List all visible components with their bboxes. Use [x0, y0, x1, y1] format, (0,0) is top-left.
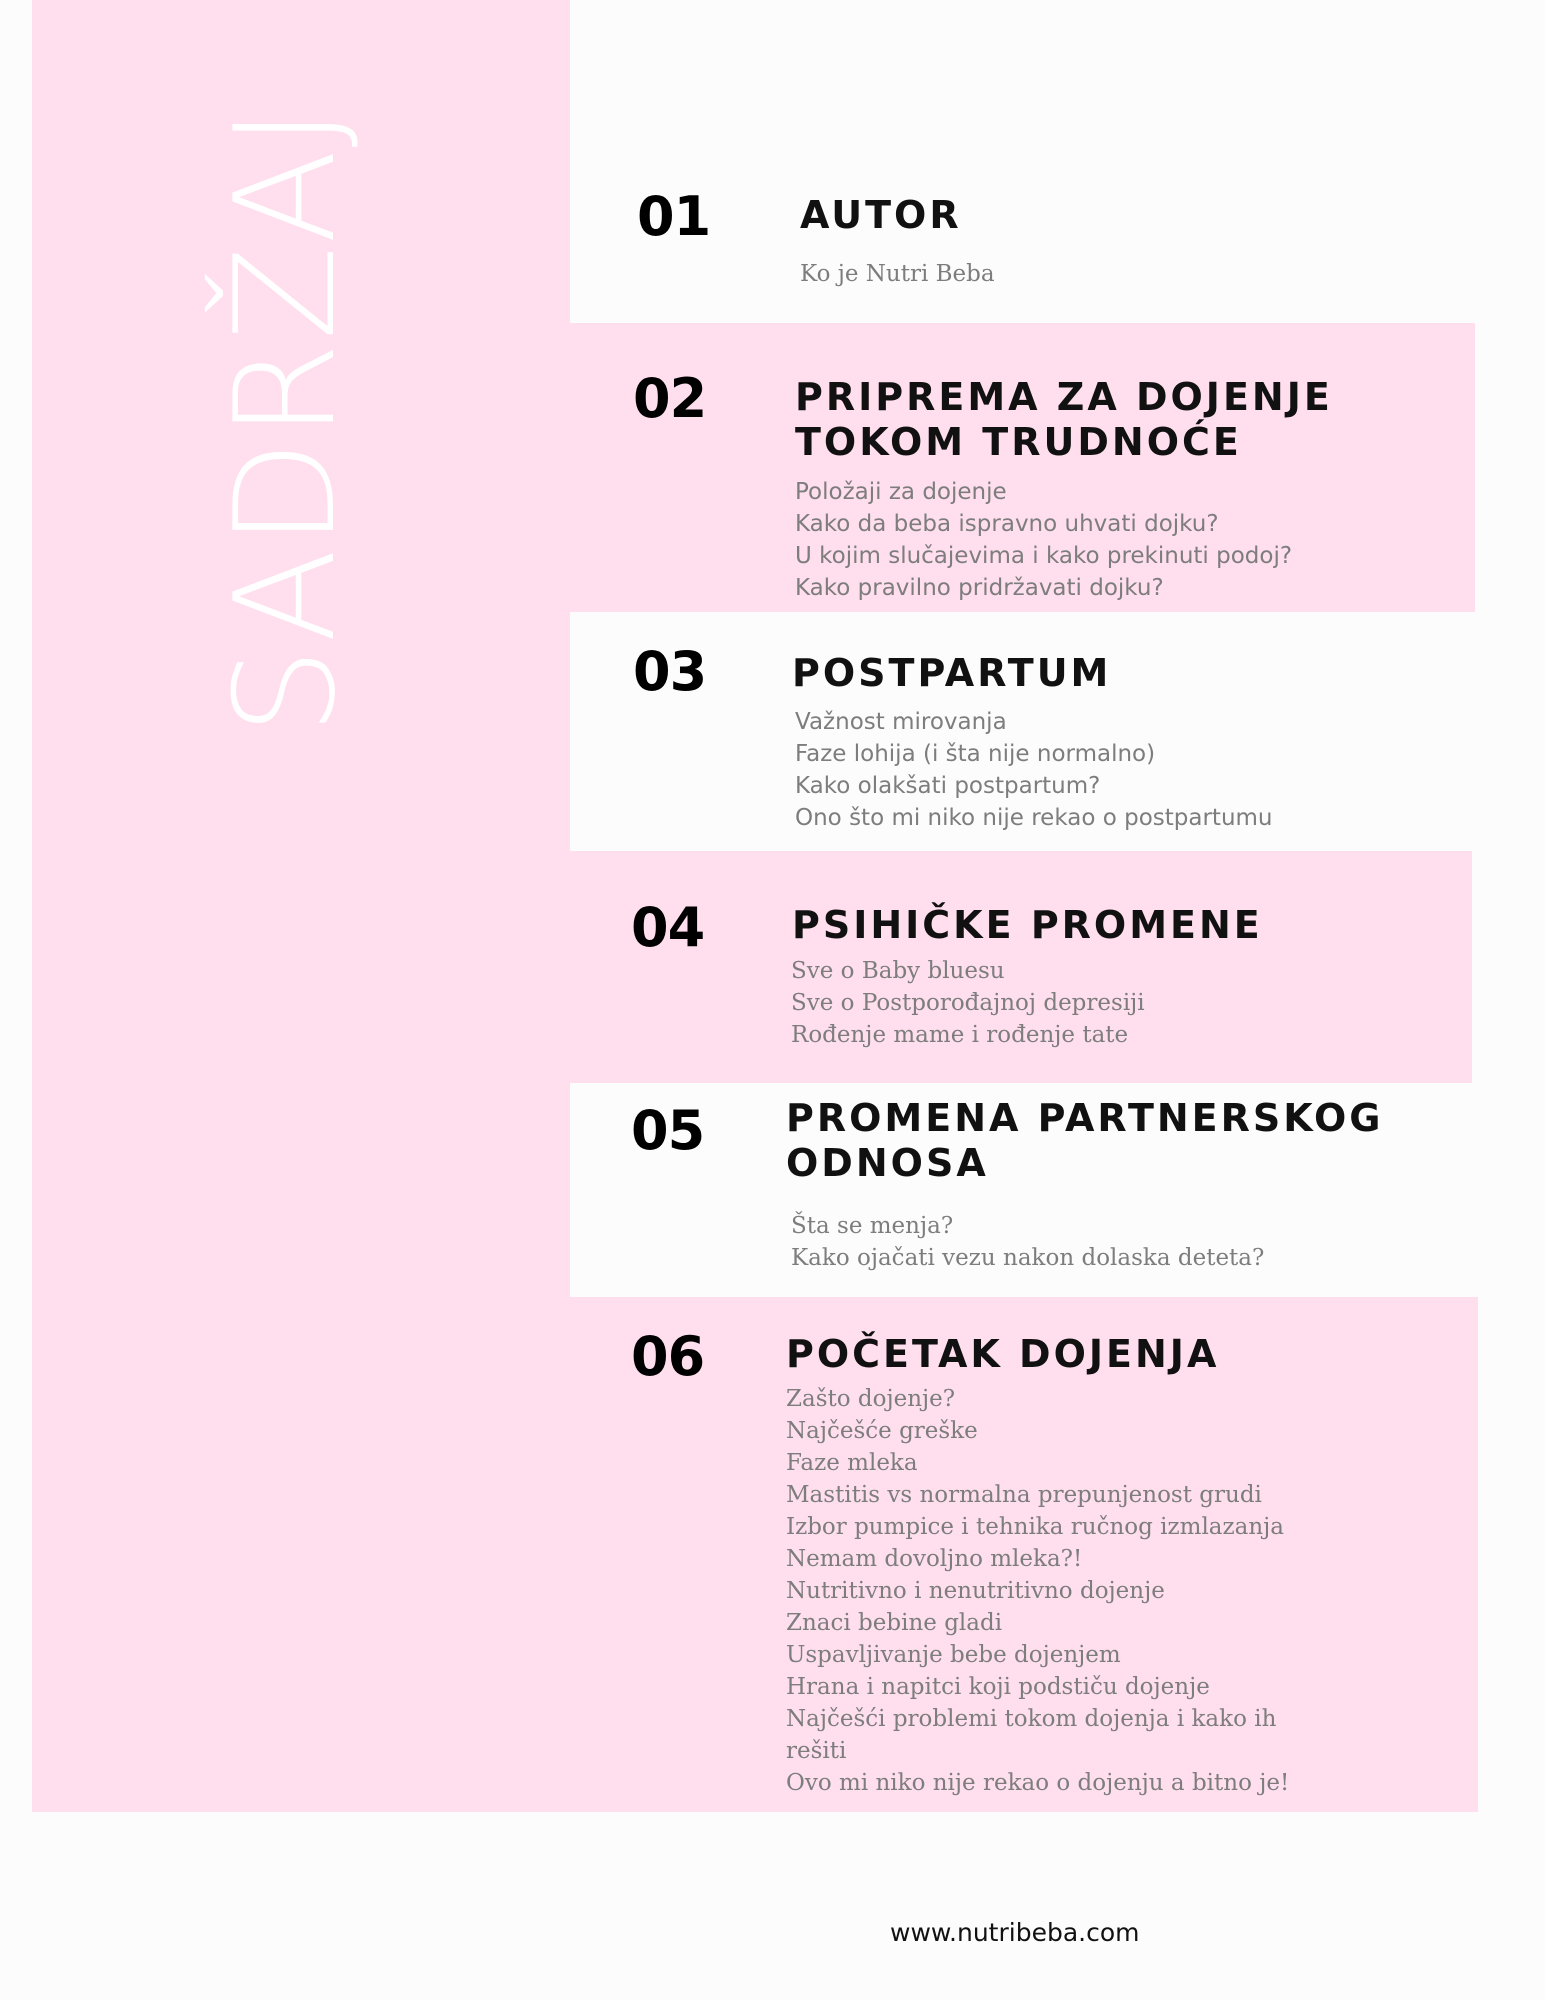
- contents-title: SADRŽAJ: [205, 104, 366, 736]
- section-item: Zašto dojenje?: [786, 1386, 956, 1412]
- section-number: 04: [631, 896, 705, 959]
- section-items: [795, 706, 1273, 834]
- section-number: 03: [633, 640, 707, 703]
- section-item: Ono što mi niko nije rekao o postpartumu: [795, 805, 1273, 831]
- section-title: POSTPARTUM: [792, 651, 1112, 695]
- section-item: Mastitis vs normalna prepunjenost grudi: [786, 1482, 1262, 1508]
- section-item: Sve o Baby bluesu: [791, 958, 1005, 984]
- section-item: Nutritivno i nenutritivno dojenje: [786, 1578, 1165, 1604]
- section-item: Faze lohija (i šta nije normalno): [795, 741, 1156, 767]
- section-number: 02: [633, 367, 707, 430]
- section-title: PSIHIČKE PROMENE: [792, 903, 1263, 947]
- website-link[interactable]: www.nutribeba.com: [890, 1918, 1140, 1947]
- section-number: 05: [631, 1099, 705, 1162]
- section-item: Kako ojačati vezu nakon dolaska deteta?: [791, 1245, 1265, 1271]
- section-item: Izbor pumpice i tehnika ručnog izmlazanja: [786, 1514, 1284, 1540]
- section-items: [786, 1383, 1306, 1799]
- section-item: Nemam dovoljno mleka?!: [786, 1546, 1083, 1572]
- section-number: 01: [637, 185, 711, 248]
- section-item: Važnost mirovanja: [795, 709, 1007, 735]
- section-title: POČETAK DOJENJA: [786, 1332, 1220, 1376]
- section-items: [795, 476, 1292, 604]
- section-item: Položaji za dojenje: [795, 479, 1007, 505]
- section-item: Faze mleka: [786, 1450, 918, 1476]
- section-title: PRIPREMA ZA DOJENJE TOKOM TRUDNOĆE: [795, 375, 1333, 464]
- section-items: [791, 1210, 1264, 1274]
- section-item: Kako olakšati postpartum?: [795, 773, 1101, 799]
- section-title: AUTOR: [800, 193, 962, 237]
- section-item: Hrana i napitci koji podstiču dojenje: [786, 1674, 1210, 1700]
- section-title: PROMENA PARTNERSKOG ODNOSA: [786, 1096, 1384, 1185]
- section-item: Ovo mi niko nije rekao o dojenju a bitno je!: [786, 1770, 1290, 1796]
- section-item: Kako pravilno pridržavati dojku?: [795, 575, 1164, 601]
- section-items: [800, 258, 995, 290]
- section-item: Ko je Nutri Beba: [800, 261, 995, 287]
- section-items: [791, 955, 1145, 1051]
- section-item: Rođenje mame i rođenje tate: [791, 1022, 1129, 1048]
- section-item: Najčešće greške: [786, 1418, 978, 1444]
- section-item: Kako da beba ispravno uhvati dojku?: [795, 511, 1219, 537]
- section-item: U kojim slučajevima i kako prekinuti podoj?: [795, 543, 1293, 569]
- section-item: Šta se menja?: [791, 1213, 954, 1239]
- section-item: Znaci bebine gladi: [786, 1610, 1003, 1636]
- section-item: Najčešći problemi tokom dojenja i kako ih rešiti: [786, 1706, 1277, 1764]
- section-number: 06: [631, 1325, 705, 1388]
- section-item: Sve o Postporođajnoj depresiji: [791, 990, 1145, 1016]
- section-item: Uspavljivanje bebe dojenjem: [786, 1642, 1121, 1668]
